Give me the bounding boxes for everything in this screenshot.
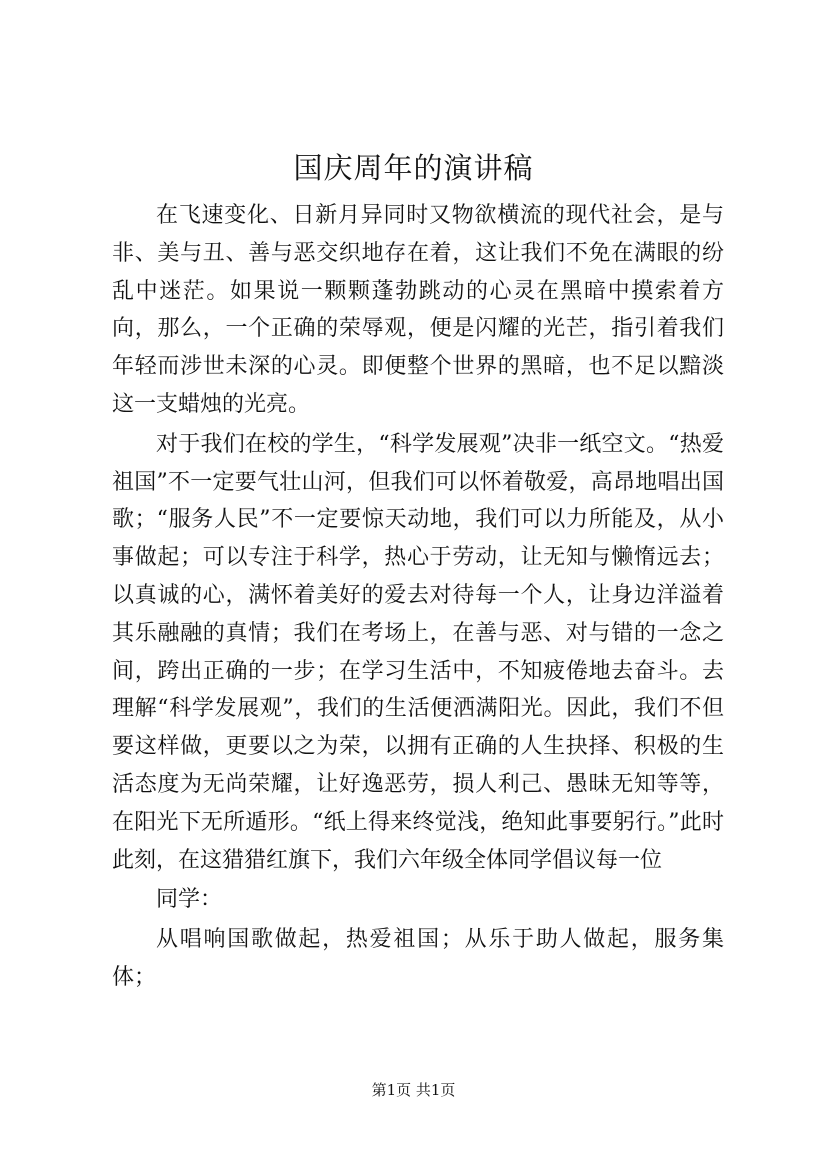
paragraph-1: 在飞速变化、日新月异同时又物欲横流的现代社会，是与非、美与丑、善与恶交织地存在着，这让我们不免在满眼的纷乱中迷茫。如果说一颗颗蓬勃跳动的心灵在黑暗中摸索着方向，那么，一个正确的荣辱观，便是闪耀的光芒，指引着我们年轻而涉世未深的心灵。即便整个世界的黑暗，也不足以黯淡这一支蜡烛的光亮。 [112, 203, 724, 417]
document-body [112, 197, 724, 999]
paragraph-4: 从唱响国歌做起，热爱祖国；从乐于助人做起，服务集体； [112, 927, 724, 990]
page-number-footer: 第1页 共1页 [371, 1081, 456, 1099]
paragraph-2: 对于我们在校的学生，“科学发展观”决非一纸空文。“热爱祖国”不一定要气壮山河，但我们可以怀着敬爱，高昂地唱出国歌；“服务人民”不一定要惊天动地，我们可以力所能及，从小事做起；可以专注于科学，热心于劳动，让无知与懒惰远去；以真诚的心，满怀着美好的爱去对待每一个人，让身边洋溢着其乐融融的真情；我们在考场上，在善与恶、对与错的一念之间，跨出正确的一步；在学习生活中，不知疲倦地去奋斗。去理解“科学发展观”，我们的生活便洒满阳光。因此，我们不但要这样做，更要以之为荣，以拥有正确的人生抉择、积极的生活态度为无尚荣耀，让好逸恶劳，损人利己、愚昧无知等等，在阳光下无所遁形。“纸上得来终觉浅，绝知此事要躬行。”此时此刻，在这猎猎红旗下，我们六年级全体同学倡议每一位 [112, 431, 724, 873]
document-title: 国庆周年的演讲稿 [293, 151, 534, 185]
paragraph-3: 同学： [156, 887, 223, 913]
